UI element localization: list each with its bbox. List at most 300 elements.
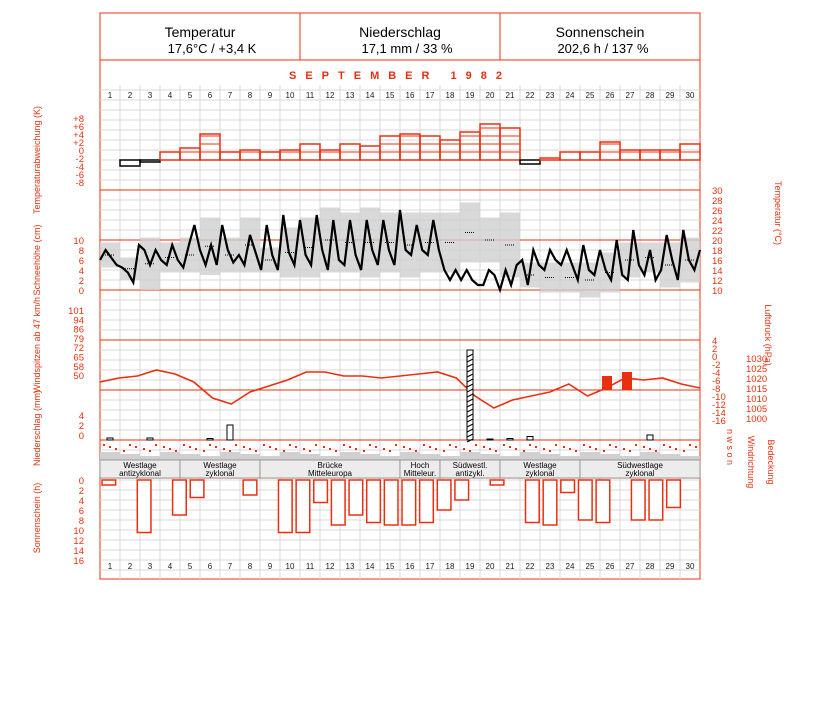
winddir-dot: [343, 444, 345, 446]
sunshine-bar: [173, 480, 187, 515]
sunshine-tick: 4: [78, 496, 84, 507]
day-label-top: 4: [167, 91, 173, 100]
winddir-dot: [163, 446, 165, 448]
weather-type-label: Westlage: [523, 461, 557, 470]
snow-tick: 0: [78, 286, 84, 297]
temperature-tick: 20: [712, 236, 723, 247]
winddir-dot: [695, 446, 697, 448]
temperature-tick: 18: [712, 246, 723, 257]
sunshine-bar: [243, 480, 257, 495]
anomaly-tick: -8: [75, 178, 84, 189]
pressure-anomaly-tick: -4: [712, 368, 721, 379]
day-label-bottom: 9: [267, 562, 273, 571]
winddir-dot: [589, 446, 591, 448]
snow-tick: 6: [78, 256, 84, 267]
winddir-dot: [323, 446, 325, 448]
cloud-band: [680, 456, 700, 460]
weather-type-label: antizyklonal: [119, 469, 161, 478]
winddir-dot: [349, 446, 351, 448]
winddir-dot: [675, 448, 677, 450]
anomaly-bar-positive: [480, 124, 500, 160]
weather-type-label: antizykl.: [455, 469, 485, 478]
winddir-dot: [523, 450, 525, 452]
anomaly-bar-positive: [200, 134, 220, 160]
day-label-top: 9: [267, 91, 273, 100]
winddir-dot: [655, 450, 657, 452]
precip-bar: [147, 438, 153, 440]
winddir-dot: [629, 450, 631, 452]
winddir-dot: [555, 444, 557, 446]
day-label-bottom: 23: [545, 562, 555, 571]
winddir-dot: [403, 446, 405, 448]
pressure-tick: 1025: [746, 364, 768, 375]
month-label: SEPTEMBER 1982: [289, 70, 511, 82]
winddir-dot: [643, 446, 645, 448]
weather-type-label: Hoch: [410, 461, 430, 470]
winddir-dot: [463, 448, 465, 450]
precip-bar: [227, 425, 233, 440]
winddir-dot: [469, 450, 471, 452]
axis-label-winddir: Windrichtung: [746, 435, 756, 489]
day-label-top: 13: [345, 91, 355, 100]
winddir-dot: [563, 446, 565, 448]
anomaly-bar-negative: [120, 160, 140, 166]
weather-type-label: Westlage: [123, 461, 157, 470]
wind-tick: 72: [73, 343, 84, 355]
day-label-top: 27: [625, 91, 635, 100]
sunshine-bar: [596, 480, 610, 523]
sunshine-tick: 16: [73, 556, 84, 567]
cloud-band: [140, 456, 160, 460]
precip-value: 17,1 mm / 33 %: [361, 41, 453, 56]
precip-tick: 4: [78, 411, 84, 422]
day-label-top: 19: [465, 91, 475, 100]
precip-tick: 2: [78, 421, 84, 432]
winddir-dot: [623, 448, 625, 450]
day-label-top: 12: [325, 91, 335, 100]
sunshine-bar: [190, 480, 204, 498]
precip-bar: [527, 437, 533, 441]
precip-bar: [107, 438, 113, 440]
sunshine-tick: 14: [73, 546, 84, 557]
winddir-dot: [683, 450, 685, 452]
day-label-bottom: 11: [305, 562, 315, 571]
sunshine-bar: [102, 480, 116, 485]
sunshine-bar: [526, 480, 540, 523]
day-label-bottom: 12: [325, 562, 335, 571]
precip-tick: 0: [78, 431, 84, 442]
winddir-dot: [129, 444, 131, 446]
cloud-band: [360, 454, 380, 460]
day-label-bottom: 13: [345, 562, 355, 571]
day-label-bottom: 1: [107, 562, 113, 571]
anomaly-bar-positive: [560, 152, 580, 160]
weather-type-label: zyklonal: [205, 469, 235, 478]
day-label-top: 23: [545, 91, 555, 100]
day-label-bottom: 24: [565, 562, 575, 571]
winddir-dot: [115, 448, 117, 450]
pressure-anomaly-tick: -8: [712, 384, 721, 395]
winddir-marks: n w s o n: [725, 428, 735, 466]
day-label-bottom: 28: [645, 562, 655, 571]
cloud-band: [560, 456, 580, 460]
sunshine-tick: 6: [78, 506, 84, 517]
cloud-band: [460, 452, 480, 460]
day-label-bottom: 18: [445, 562, 455, 571]
winddir-dot: [515, 448, 517, 450]
day-label-bottom: 26: [605, 562, 615, 571]
winddir-dot: [135, 446, 137, 448]
cloud-band: [540, 454, 560, 460]
anomaly-bar-positive: [540, 158, 560, 160]
axis-label-snow: Schneehöhe (cm): [32, 224, 42, 296]
day-label-bottom: 16: [405, 562, 415, 571]
anomaly-tick: +8: [73, 114, 84, 125]
temperature-tick: 30: [712, 186, 723, 197]
cloud-band: [620, 456, 640, 460]
winddir-dot: [295, 446, 297, 448]
day-label-top: 26: [605, 91, 615, 100]
day-label-bottom: 22: [525, 562, 535, 571]
weather-type-label: zyklonal: [525, 469, 555, 478]
winddir-dot: [235, 444, 237, 446]
anomaly-bar-positive: [260, 152, 280, 160]
winddir-dot: [149, 450, 151, 452]
weather-type-label: Mitteleuropa: [307, 469, 353, 478]
anomaly-bar-positive: [220, 152, 240, 160]
sunshine-bar: [137, 480, 151, 533]
wind-tick: 94: [73, 315, 84, 327]
temp-title: Temperatur: [164, 24, 236, 40]
day-label-top: 25: [585, 91, 595, 100]
day-label-top: 29: [665, 91, 675, 100]
wind-tick: 79: [73, 333, 84, 345]
day-label-bottom: 27: [625, 562, 635, 571]
wind-peak-bar: [622, 372, 632, 390]
day-label-bottom: 2: [127, 562, 133, 571]
anomaly-tick: -4: [75, 162, 84, 173]
sunshine-tick: 10: [73, 526, 84, 537]
precip-bar: [207, 439, 213, 441]
temperature-tick: 28: [712, 196, 723, 207]
winddir-dot: [375, 446, 377, 448]
winddir-dot: [183, 444, 185, 446]
temperature-tick: 10: [712, 286, 723, 297]
winddir-dot: [215, 446, 217, 448]
winddir-dot: [669, 446, 671, 448]
day-label-top: 16: [405, 91, 415, 100]
pressure-tick: 1010: [746, 394, 768, 405]
temperature-tick: 26: [712, 206, 723, 217]
sunshine-tick: 2: [78, 486, 84, 497]
day-label-top: 8: [247, 91, 253, 100]
snow-tick: 4: [78, 266, 84, 277]
day-label-top: 15: [385, 91, 395, 100]
day-label-top: 24: [565, 91, 575, 100]
pressure-anomaly-tick: -10: [712, 392, 726, 403]
axis-label-sunshine: Sonnenschein (h): [32, 482, 42, 554]
weather-type-label: Brücke: [317, 461, 343, 470]
winddir-dot: [209, 444, 211, 446]
day-label-bottom: 20: [485, 562, 495, 571]
winddir-dot: [269, 446, 271, 448]
day-label-top: 11: [305, 91, 315, 100]
winddir-dot: [389, 450, 391, 452]
pressure-anomaly-tick: -12: [712, 400, 726, 411]
winddir-dot: [143, 448, 145, 450]
winddir-dot: [569, 448, 571, 450]
winddir-dot: [255, 450, 257, 452]
winddir-dot: [575, 450, 577, 452]
pressure-anomaly-tick: 4: [712, 336, 718, 347]
winddir-dot: [263, 444, 265, 446]
day-label-bottom: 25: [585, 562, 595, 571]
winddir-dot: [415, 450, 417, 452]
cloud-band: [100, 452, 120, 460]
winddir-dot: [103, 444, 105, 446]
winddir-dot: [243, 446, 245, 448]
precip-title: Niederschlag: [359, 24, 441, 40]
precip-bar: [487, 439, 493, 440]
cloud-band: [380, 456, 400, 460]
day-label-bottom: 5: [187, 562, 193, 571]
winddir-dot: [475, 444, 477, 446]
winddir-dot: [495, 450, 497, 452]
winddir-dot: [223, 448, 225, 450]
sunshine-bar: [490, 480, 504, 485]
winddir-dot: [309, 450, 311, 452]
winddir-dot: [635, 444, 637, 446]
cloud-band: [660, 454, 680, 460]
winddir-dot: [275, 448, 277, 450]
winddir-dot: [503, 444, 505, 446]
axis-label-precip: Niederschlag (mm): [32, 389, 42, 467]
sunshine-bar: [561, 480, 575, 493]
anomaly-tick: -6: [75, 170, 84, 181]
day-label-top: 7: [227, 91, 233, 100]
sunshine-bar: [402, 480, 416, 525]
winddir-dot: [429, 446, 431, 448]
sun-value: 202,6 h / 137 %: [557, 41, 649, 56]
winddir-dot: [609, 444, 611, 446]
day-label-bottom: 7: [227, 562, 233, 571]
winddir-dot: [455, 446, 457, 448]
winddir-dot: [123, 450, 125, 452]
pressure-anomaly-tick: -6: [712, 376, 721, 387]
axis-label-pressure: Luftdruck (hPa): [763, 304, 773, 366]
day-label-bottom: 15: [385, 562, 395, 571]
cloud-band: [580, 452, 600, 460]
winddir-dot: [595, 448, 597, 450]
day-label-top: 17: [425, 91, 435, 100]
sunshine-bar: [349, 480, 363, 515]
sunshine-bar: [667, 480, 681, 508]
cloud-band: [180, 454, 200, 460]
pressure-anomaly-tick: -14: [712, 408, 726, 419]
pressure-anomaly-tick: 0: [712, 352, 718, 363]
pressure-anomaly-tick: 2: [712, 344, 718, 355]
axis-label-temp-anomaly: Temperaturabweichung (K): [32, 105, 42, 215]
sunshine-bar: [420, 480, 434, 523]
sunshine-bar: [331, 480, 345, 525]
winddir-dot: [109, 446, 111, 448]
cloud-band: [160, 452, 180, 460]
winddir-dot: [649, 448, 651, 450]
wind-tick: 50: [73, 371, 84, 383]
winddir-dot: [509, 446, 511, 448]
precip-bar: [647, 435, 653, 440]
winddir-dot: [155, 444, 157, 446]
winddir-dot: [663, 444, 665, 446]
winddir-dot: [603, 450, 605, 452]
snow-tick: 2: [78, 276, 84, 287]
sunshine-bar: [296, 480, 310, 533]
day-label-top: 22: [525, 91, 535, 100]
snow-tick: 10: [73, 236, 84, 247]
day-label-top: 2: [127, 91, 133, 100]
sunshine-bar: [437, 480, 451, 510]
winddir-dot: [543, 448, 545, 450]
pressure-anomaly-tick: -16: [712, 416, 726, 427]
winddir-dot: [443, 450, 445, 452]
cloud-band: [520, 452, 540, 460]
snow-tick: 8: [78, 246, 84, 257]
winddir-dot: [369, 444, 371, 446]
winddir-dot: [535, 446, 537, 448]
cloud-band: [340, 452, 360, 460]
winddir-dot: [283, 450, 285, 452]
anomaly-bar-negative: [520, 160, 540, 164]
day-label-bottom: 4: [167, 562, 173, 571]
sun-title: Sonnenschein: [555, 24, 645, 40]
temperature-tick: 24: [712, 216, 723, 227]
cloud-band: [240, 454, 260, 460]
cloud-band: [220, 452, 240, 460]
sunshine-bar: [631, 480, 645, 520]
day-label-bottom: 21: [505, 562, 515, 571]
anomaly-bar-negative: [140, 160, 160, 162]
winddir-dot: [169, 448, 171, 450]
weather-type-label: zyklonal: [625, 469, 655, 478]
pressure-tick: 1000: [746, 414, 768, 425]
winddir-dot: [329, 448, 331, 450]
sunshine-bar: [455, 480, 469, 500]
day-label-top: 3: [147, 91, 153, 100]
day-label-bottom: 3: [147, 562, 153, 571]
cloud-band: [500, 456, 520, 460]
cloud-band: [300, 454, 320, 460]
anomaly-tick: +4: [73, 130, 84, 141]
day-label-bottom: 10: [285, 562, 295, 571]
day-label-top: 6: [207, 91, 213, 100]
anomaly-bar-positive: [360, 146, 380, 160]
day-label-bottom: 6: [207, 562, 213, 571]
axis-label-wind: Windspitzen ab 47 km/h: [32, 296, 42, 394]
winddir-dot: [395, 444, 397, 446]
pressure-tick: 1015: [746, 384, 768, 395]
day-label-top: 10: [285, 91, 295, 100]
winddir-dot: [383, 448, 385, 450]
winddir-dot: [189, 446, 191, 448]
cloud-band: [640, 452, 660, 460]
sunshine-bar: [384, 480, 398, 525]
winddir-dot: [409, 448, 411, 450]
wind-tick: 86: [73, 324, 84, 336]
wind-peak-bar: [602, 376, 612, 390]
sunshine-tick: 12: [73, 536, 84, 547]
cloud-band: [420, 454, 440, 460]
sunshine-bar: [649, 480, 663, 520]
day-label-top: 5: [187, 91, 193, 100]
cloud-band: [400, 452, 420, 460]
day-label-top: 30: [685, 91, 695, 100]
axis-label-temperature: Temperatur (°C): [773, 180, 783, 246]
pressure-tick: 1005: [746, 404, 768, 415]
day-label-bottom: 14: [365, 562, 375, 571]
anomaly-bar-positive: [600, 142, 620, 160]
day-label-bottom: 29: [665, 562, 675, 571]
winddir-dot: [449, 444, 451, 446]
sunshine-tick: 0: [78, 476, 84, 487]
wind-tick: 65: [73, 352, 84, 364]
winddir-dot: [529, 444, 531, 446]
winddir-dot: [689, 444, 691, 446]
precip-bar: [507, 439, 513, 441]
winddir-dot: [195, 448, 197, 450]
weather-type-label: Südwestl.: [452, 461, 488, 470]
cloud-band: [200, 456, 220, 460]
anomaly-tick: -2: [75, 154, 84, 165]
winddir-dot: [355, 448, 357, 450]
anomaly-tick: 0: [78, 146, 84, 157]
winddir-dot: [249, 448, 251, 450]
day-label-bottom: 17: [425, 562, 435, 571]
day-label-top: 14: [365, 91, 375, 100]
cloud-band: [320, 456, 340, 460]
pressure-tick: 1030: [746, 354, 768, 365]
cloud-band: [600, 454, 620, 460]
weather-type-label: Südwestlage: [617, 461, 663, 470]
winddir-dot: [615, 446, 617, 448]
cloud-band: [480, 454, 500, 460]
wind-tick: 101: [68, 306, 84, 317]
weather-type-label: Westlage: [203, 461, 237, 470]
temperature-tick: 16: [712, 256, 723, 267]
pressure-anomaly-tick: -2: [712, 360, 721, 371]
winddir-dot: [315, 444, 317, 446]
temperature-tick: 12: [712, 276, 723, 287]
winddir-dot: [175, 450, 177, 452]
day-label-top: 21: [505, 91, 515, 100]
winddir-dot: [423, 444, 425, 446]
winddir-dot: [549, 450, 551, 452]
anomaly-tick: +6: [73, 122, 84, 133]
axis-label-cloud: Bedeckung: [766, 439, 776, 485]
winddir-dot: [435, 448, 437, 450]
winddir-dot: [363, 450, 365, 452]
weather-type-label: Mitteleur.: [403, 469, 437, 478]
day-label-top: 1: [107, 91, 113, 100]
day-label-bottom: 30: [685, 562, 695, 571]
winddir-dot: [489, 448, 491, 450]
pressure-tick: 1020: [746, 374, 768, 385]
day-label-bottom: 8: [247, 562, 253, 571]
cloud-band: [120, 454, 140, 460]
cloud-band: [260, 456, 280, 460]
anomaly-bar-positive: [580, 152, 600, 160]
winddir-dot: [289, 444, 291, 446]
anomaly-tick: +2: [73, 138, 84, 149]
